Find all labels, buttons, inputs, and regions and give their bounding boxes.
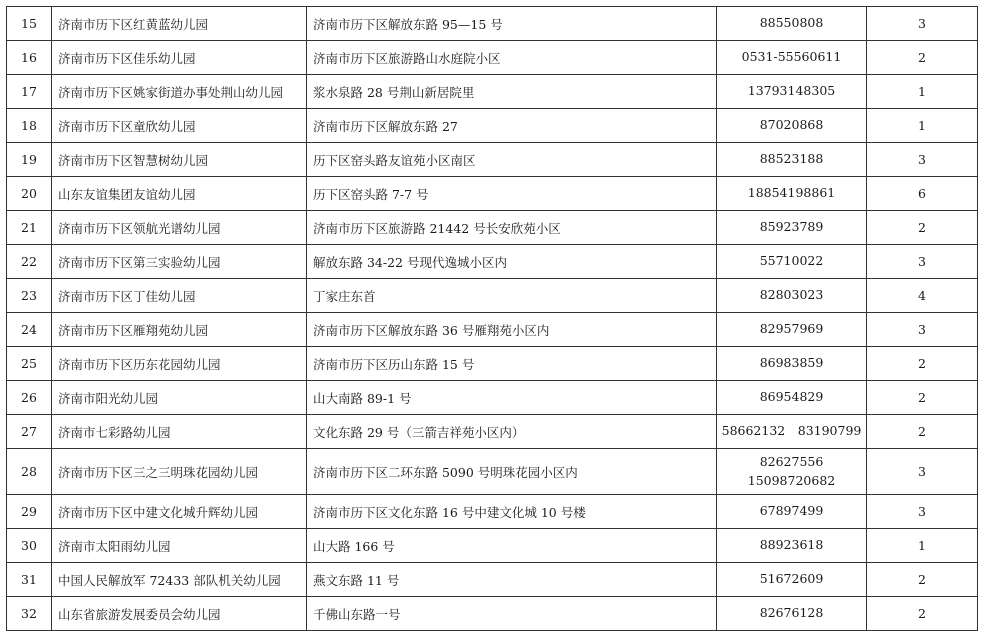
count-cell: 3 — [867, 7, 978, 41]
count-cell: 2 — [867, 415, 978, 449]
address-cell: 山大南路 89-1 号 — [307, 381, 717, 415]
kindergarten-name-cell: 济南市历下区智慧树幼儿园 — [52, 143, 307, 177]
kindergarten-name-cell: 济南市历下区历东花园幼儿园 — [52, 347, 307, 381]
row-number-cell: 19 — [7, 143, 52, 177]
kindergarten-name-cell: 山东友谊集团友谊幼儿园 — [52, 177, 307, 211]
phone-number: 82627556 — [759, 453, 824, 469]
count-cell: 3 — [867, 495, 978, 529]
row-number-cell: 22 — [7, 245, 52, 279]
phone-cell — [717, 381, 867, 415]
address-cell: 燕文东路 11 号 — [307, 563, 717, 597]
kindergarten-name-cell: 济南市历下区童欣幼儿园 — [52, 109, 307, 143]
address-cell: 历下区窑头路 7-7 号 — [307, 177, 717, 211]
kindergarten-name-cell: 济南市历下区领航光谱幼儿园 — [52, 211, 307, 245]
phone-cell — [717, 41, 867, 75]
address-cell: 济南市历下区历山东路 15 号 — [307, 347, 717, 381]
table-row — [7, 495, 978, 529]
phone-number: 82957969 — [759, 321, 824, 337]
row-number-cell: 18 — [7, 109, 52, 143]
phone-number: 82676128 — [759, 605, 824, 621]
kindergarten-name-cell: 山东省旅游发展委员会幼儿园 — [52, 597, 307, 631]
table-row — [7, 75, 978, 109]
count-cell: 3 — [867, 143, 978, 177]
phone-cell — [717, 177, 867, 211]
kindergarten-name-cell: 济南市历下区第三实验幼儿园 — [52, 245, 307, 279]
kindergarten-name-cell: 济南市历下区丁佳幼儿园 — [52, 279, 307, 313]
kindergarten-name-cell: 济南市太阳雨幼儿园 — [52, 529, 307, 563]
phone-cell — [717, 7, 867, 41]
count-cell: 1 — [867, 109, 978, 143]
phone-number: 51672609 — [759, 571, 824, 587]
phone-number: 13793148305 — [747, 83, 836, 99]
row-number-cell: 31 — [7, 563, 52, 597]
count-cell: 2 — [867, 563, 978, 597]
phone-cell — [717, 211, 867, 245]
phone-cell — [717, 109, 867, 143]
count-cell: 6 — [867, 177, 978, 211]
row-number-cell: 32 — [7, 597, 52, 631]
row-number-cell: 28 — [7, 449, 52, 495]
kindergarten-name-cell: 济南市历下区红黄蓝幼儿园 — [52, 7, 307, 41]
table-body — [7, 7, 978, 631]
phone-number: 0531-55560611 — [741, 49, 842, 65]
row-number-cell: 26 — [7, 381, 52, 415]
count-cell: 3 — [867, 245, 978, 279]
row-number-cell: 29 — [7, 495, 52, 529]
phone-number: 88923618 — [759, 537, 824, 553]
row-number-cell: 21 — [7, 211, 52, 245]
count-cell: 2 — [867, 347, 978, 381]
address-cell: 济南市历下区解放东路 27 — [307, 109, 717, 143]
address-cell: 济南市历下区旅游路山水庭院小区 — [307, 41, 717, 75]
count-cell: 1 — [867, 75, 978, 109]
address-cell: 解放东路 34-22 号现代逸城小区内 — [307, 245, 717, 279]
count-cell: 3 — [867, 313, 978, 347]
address-cell: 浆水泉路 28 号荆山新居院里 — [307, 75, 717, 109]
phone-number: 86983859 — [759, 355, 824, 371]
address-cell: 丁家庄东首 — [307, 279, 717, 313]
phone-number: 18854198861 — [747, 185, 836, 201]
row-number-cell: 24 — [7, 313, 52, 347]
phone-number: 82803023 — [759, 287, 824, 303]
phone-cell — [717, 143, 867, 177]
row-number-cell: 17 — [7, 75, 52, 109]
address-cell: 济南市历下区旅游路 21442 号长安欣苑小区 — [307, 211, 717, 245]
table-row — [7, 41, 978, 75]
count-cell: 2 — [867, 211, 978, 245]
kindergarten-name-cell: 济南市历下区雁翔苑幼儿园 — [52, 313, 307, 347]
table-row — [7, 529, 978, 563]
phone-number: 85923789 — [759, 219, 824, 235]
table-row — [7, 313, 978, 347]
row-number-cell: 30 — [7, 529, 52, 563]
table-row — [7, 597, 978, 631]
phone-number: 86954829 — [759, 389, 824, 405]
table-row — [7, 177, 978, 211]
phone-cell — [717, 597, 867, 631]
kindergarten-name-cell: 济南市历下区姚家街道办事处荆山幼儿园 — [52, 75, 307, 109]
phone-cell — [717, 563, 867, 597]
phone-cell — [717, 279, 867, 313]
table-row — [7, 7, 978, 41]
phone-number: 58662132 83190799 — [721, 423, 862, 439]
count-cell: 3 — [867, 449, 978, 495]
table-row — [7, 109, 978, 143]
row-number-cell: 20 — [7, 177, 52, 211]
table-row — [7, 245, 978, 279]
table-row — [7, 211, 978, 245]
count-cell: 2 — [867, 597, 978, 631]
row-number-cell: 25 — [7, 347, 52, 381]
table-row — [7, 347, 978, 381]
row-number-cell: 16 — [7, 41, 52, 75]
phone-cell — [717, 415, 867, 449]
count-cell: 2 — [867, 381, 978, 415]
kindergarten-name-cell: 中国人民解放军 72433 部队机关幼儿园 — [52, 563, 307, 597]
kindergarten-name-cell: 济南市七彩路幼儿园 — [52, 415, 307, 449]
phone-number: 88550808 — [759, 15, 824, 31]
kindergarten-table — [6, 6, 978, 631]
kindergarten-name-cell: 济南市历下区三之三明珠花园幼儿园 — [52, 449, 307, 495]
address-cell: 山大路 166 号 — [307, 529, 717, 563]
count-cell: 2 — [867, 41, 978, 75]
address-cell: 文化东路 29 号（三箭吉祥苑小区内） — [307, 415, 717, 449]
count-cell: 1 — [867, 529, 978, 563]
kindergarten-name-cell: 济南市阳光幼儿园 — [52, 381, 307, 415]
address-cell: 济南市历下区二环东路 5090 号明珠花园小区内 — [307, 449, 717, 495]
phone-number: 87020868 — [759, 117, 824, 133]
phone-cell — [717, 75, 867, 109]
phone-cell — [717, 245, 867, 279]
phone-number: 15098720682 — [747, 472, 836, 488]
phone-number: 67897499 — [759, 503, 824, 519]
address-cell: 济南市历下区解放东路 95—15 号 — [307, 7, 717, 41]
phone-number: 88523188 — [759, 151, 824, 167]
table-row — [7, 381, 978, 415]
phone-cell — [717, 449, 867, 495]
kindergarten-name-cell: 济南市历下区佳乐幼儿园 — [52, 41, 307, 75]
kindergarten-name-cell: 济南市历下区中建文化城升辉幼儿园 — [52, 495, 307, 529]
phone-cell — [717, 313, 867, 347]
row-number-cell: 15 — [7, 7, 52, 41]
table-row — [7, 415, 978, 449]
table-row — [7, 143, 978, 177]
phone-cell — [717, 495, 867, 529]
count-cell: 4 — [867, 279, 978, 313]
table-row — [7, 563, 978, 597]
address-cell: 历下区窑头路友谊苑小区南区 — [307, 143, 717, 177]
phone-cell — [717, 347, 867, 381]
address-cell: 千佛山东路一号 — [307, 597, 717, 631]
table-row — [7, 279, 978, 313]
table-row — [7, 449, 978, 495]
row-number-cell: 27 — [7, 415, 52, 449]
row-number-cell: 23 — [7, 279, 52, 313]
address-cell: 济南市历下区解放东路 36 号雁翔苑小区内 — [307, 313, 717, 347]
phone-number: 55710022 — [759, 253, 824, 269]
phone-cell — [717, 529, 867, 563]
address-cell: 济南市历下区文化东路 16 号中建文化城 10 号楼 — [307, 495, 717, 529]
